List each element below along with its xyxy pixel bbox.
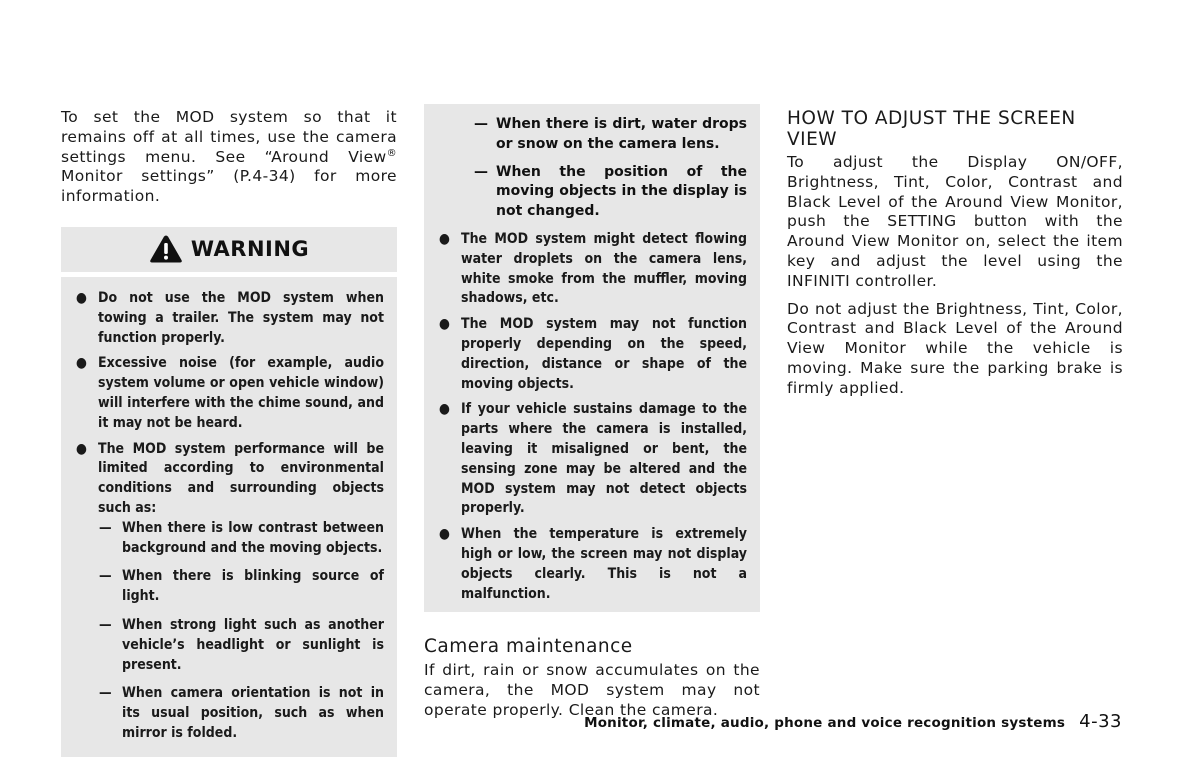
bullet-icon: ● [76, 289, 87, 306]
list-item: ● If your vehicle sustains damage to the parts where the camera is installed, leaving it misaligned or bent, the sensing zone may be altered and the MOD system may not detect objects properly. [439, 401, 747, 517]
bullet-icon: ● [439, 230, 450, 247]
list-item: ● Excessive noise (for example, audio system volume or open vehicle window) will interfere with the chime sound, and it may not be heard. [76, 355, 384, 431]
page-footer [584, 711, 1122, 732]
warning-title: WARNING [190, 237, 310, 262]
section-heading-camera-maintenance: Camera maintenance [424, 636, 633, 658]
bullet-icon: ● [76, 355, 87, 372]
bullet-icon: ● [76, 440, 87, 457]
dash-item: — When camera orientation is not in its usual position, such as when mirror is folded. [99, 685, 384, 741]
warning-continued-box [424, 104, 760, 612]
dash-item: — When there is dirt, water drops or snow on the camera lens. [474, 116, 747, 152]
list-item: ● Do not use the MOD system when towing a trailer. The system may not function properly. [76, 289, 384, 346]
section-heading-adjust-screen: HOW TO ADJUST THE SCREEN VIEW [787, 108, 1076, 150]
camera-maintenance-paragraph: If dirt, rain or snow accumulates on the camera, the MOD system may not operate properly. Clean the camera. [424, 661, 760, 719]
middle-column [424, 104, 760, 721]
right-column [787, 108, 1123, 399]
condition-dash-list [98, 519, 384, 744]
dash-item: — When there is blinking source of light. [99, 568, 384, 605]
condition-dash-list [434, 115, 747, 222]
warning-body [61, 277, 397, 757]
list-item: ● The MOD system performance will be limited according to environmental conditions and surrounding objects such as: — When there is low contrast between background and the moving objects. — When there is blinking source of light. — When strong light such as another vehicle’s headlight or sunlight is present. — When camera orientation is not in its usual position, such as when mirror is folded. [71, 440, 384, 744]
dash-item: — When there is low contrast between background and the moving objects. [99, 519, 384, 556]
dash-item: — When the position of the moving objects in the display is not changed. [474, 163, 747, 220]
warning-triangle-icon [149, 234, 183, 264]
warning-header [61, 227, 397, 272]
chapter-title: Monitor, climate, audio, phone and voice recognition systems [584, 715, 1066, 731]
list-item: ● The MOD system may not function properly depending on the speed, direction, distance or shape of the moving objects. [439, 316, 747, 392]
warning-bullet-list [434, 230, 747, 604]
adjust-paragraph-2: Do not adjust the Brightness, Tint, Color, Contrast and Black Level of the Around View Monitor while the vehicle is moving. Make sure the parking brake is firmly applied. [787, 299, 1123, 397]
bullet-icon: ● [439, 526, 450, 543]
list-item: ● The MOD system might detect flowing water droplets on the camera lens, white smoke from the muffler, moving shadows, etc. [439, 230, 747, 307]
bullet-icon: ● [439, 316, 450, 333]
adjust-paragraph-1: To adjust the Display ON/OFF, Brightness, Tint, Color, Contrast and Black Level of the Around View Monitor, push the SETTING button with the Around View Monitor on, select the item key and adjust the level using the INFINITI controller. [787, 153, 1123, 290]
bullet-icon: ● [439, 401, 450, 418]
left-column [61, 108, 397, 757]
list-item: ● When the temperature is extremely high or low, the screen may not display objects clearly. This is not a malfunction. [439, 526, 747, 602]
warning-bullet-list [71, 289, 384, 744]
intro-paragraph: To set the MOD system so that it remains off at all times, use the camera settings menu. See “Around View® Monitor settings” (P.4-34) for more information. [61, 108, 397, 206]
page-number: 4-33 [1079, 711, 1122, 732]
registered-mark: ® [386, 147, 397, 159]
dash-item: — When strong light such as another vehicle’s headlight or sunlight is present. [99, 616, 384, 673]
